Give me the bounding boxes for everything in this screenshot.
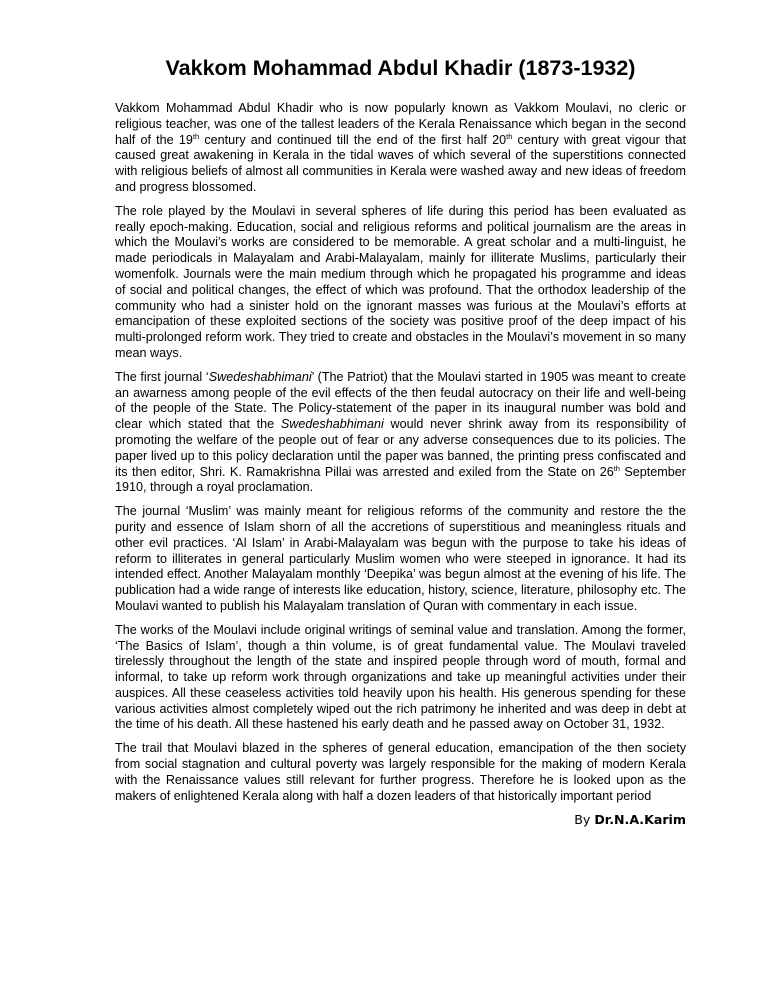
author-name: Dr.N.A.Karim [594,812,686,828]
paragraph-3-text: The first journal ‘ [115,369,209,384]
journal-name: Swedeshabhimani [280,417,384,432]
paragraph-3-text: ’ (The Patriot) that the Moulavi started in 1905 was meant to create an awarness among people of the evil effects of the then feudal autocracy on their life and well-being of the people of the State. The Policy-statement of the paper in its inaugural number was bold and clear which stated that the [115,369,686,432]
paragraph-4: The journal ‘Muslim’ was mainly meant for religious reforms of the community and restore the the purity and essence of Islam shorn of all the accretions of superstitious and meaningless rituals and other evil practices. ‘Al Islam’ in Arabi-Malayalam was begun with the purpose to take his ideas of reform to illiterates in general particularly Muslim women who were steeped in ignorance. It had its intended effect. Another Malayalam monthly ‘Deepika’ was begun almost at the evening of his life. The publication had a wide range of interests like education, history, science, literature, philosophy etc. The Moulavi wanted to publish his Malayalam translation of Quran with commentary in each issue. [115,504,686,613]
ordinal-suffix: th [506,131,513,141]
author-byline [115,812,686,827]
journal-name: Swedeshabhimani [208,369,312,384]
paragraph-2: The role played by the Moulavi in several spheres of life during this period has been evaluated as really epoch-making. Education, social and religious reforms and political journalism are the areas in which the Moulavi’s works are considered to be memorable. A great scholar and a multi-linguist, he made periodicals in Malayalam and Arabi-Malayalam, mainly for illiterate Muslims, particularly their womenfolk. Journals were the main medium through which he propagated his programme and ideas of social and political changes, the effect of which was profound. That the orthodox leadership of the community who had a sinister hold on the ignorant masses was furious at the Moulavi’s efforts at emancipation of these exploited sections of the society was positive proof of the deep impact of his multi-prolonged reform work. They tried to create and obstacles in the Moulavi’s movement in so many mean ways. [115,203,686,360]
paragraph-3 [115,370,686,496]
paragraph-6: The trail that Moulavi blazed in the spheres of general education, emancipation of the then society from social stagnation and cultural poverty was largely responsible for the making of modern Kerala with the Renaissance values still relevant for further progress. Therefore he is looked upon as the makers of enlightened Kerala along with half a dozen leaders of that historically important period [115,741,686,803]
ordinal-suffix: th [192,131,200,141]
document-title: Vakkom Mohammad Abdul Khadir (1873-1932) [165,56,636,80]
paragraph-1 [115,101,686,196]
paragraph-5: The works of the Moulavi include original writings of seminal value and translation. Among the former, ‘The Basics of Islam’, though a thin volume, is of great fundamental value. The Moulavi traveled tirelessly throughout the length of the state and inspired people through word of mouth, formal and informal, to take up reform work through organizations and take up meaningful activities under their auspices. All these ceaseless activities told heavily upon his health. His generous spending for these various activities almost completely wiped out the rich patrimony he inherited and was deep in debt at the time of his death. All these hastened his early death and he passed away on October 31, 1932. [115,622,686,732]
paragraph-1-text: century and continued till the end of the first half 20 [199,132,507,147]
paragraph-3-text: would never shrink away from its responsibility of promoting the welfare of the people out of fear or any adverse consequences due to its policies. The paper lived up to this policy declaration until the paper was banned, the printing press confiscated and its then editor, Shri. K. Ramakrishna Pillai was arrested and exiled from the State on 26 [115,417,686,479]
ordinal-suffix: th [613,463,620,473]
paragraph-3-text: September 1910, through a royal proclamation. [115,464,686,495]
paragraph-1-text: Vakkom Mohammad Abdul Khadir who is now popularly known as Vakkom Moulavi, no cleric or religious teacher, was one of the tallest leaders of the Kerala Renaissance which began in the second half of the 19 [115,101,686,147]
paragraph-1-text: century with great vigour that caused great awakening in Kerala in the tidal waves of which several of the superstitions connected with religious beliefs of almost all communities in Kerala were washed away and new ideas of freedom and progress blossomed. [115,132,686,194]
byline-prefix: By [574,812,595,828]
